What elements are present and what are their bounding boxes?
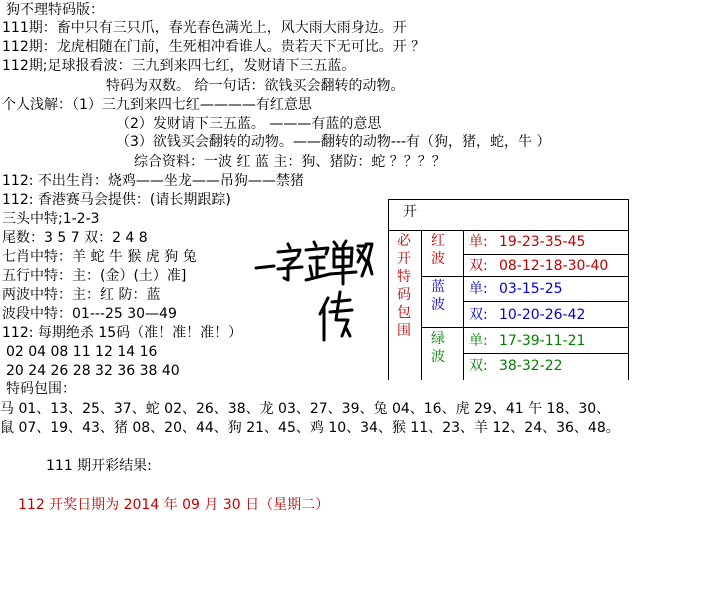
draw-date: 112 开奖日期为 2014 年 09 月 30 日（星期二） (18, 497, 330, 513)
two-waves: 两波中特：主：红 防：蓝 (2, 287, 161, 303)
kill-numbers-2: 20 24 26 28 32 36 38 40 (6, 363, 180, 379)
row-numbers: 19-23-35-45 (499, 234, 586, 250)
row-tag: 双: (469, 307, 488, 323)
riddle-112: 112期：龙虎相随在门前，生死相冲看谁人。贵若天下无可比。开 ？ (2, 39, 426, 55)
seven-zodiac: 七肖中特：羊 蛇 牛 猴 虎 狗 兔 (2, 249, 197, 265)
kill-numbers-1: 02 04 08 11 12 14 16 (6, 344, 158, 360)
surround-line-1: 马 01、13、25、37、蛇 02、26、38、龙 03、27、39、兔 04、16、虎 29、41 午 18、30、 (0, 401, 611, 417)
box-divider (463, 353, 628, 354)
head-numbers: 三头中特;1-2-3 (2, 211, 100, 227)
box-divider (389, 230, 628, 231)
result-111: 111 期开彩结果: (46, 458, 152, 474)
excluded-zodiac: 112: 不出生肖：烧鸡——坐龙——吊狗——禁猪 (2, 173, 304, 189)
title-line: 狗不理特码版： (6, 2, 104, 18)
row-tag: 双: (469, 258, 488, 274)
box-divider (421, 230, 422, 380)
side-label: 必开特码包围 (397, 233, 411, 339)
box-divider (463, 254, 628, 255)
row-tag: 单: (469, 281, 488, 297)
green-wave-label: 绿波 (431, 331, 445, 365)
row-tag: 单: (469, 333, 488, 349)
box-divider (421, 327, 628, 328)
five-elements: 五行中特：主：(金）(土）准] (2, 268, 187, 284)
row-tag: 单: (469, 234, 488, 250)
prediction-box (388, 199, 629, 380)
personal-note-1: 个人浅解：（1）三九到来四七红————有红意思 (2, 97, 312, 113)
red-wave-label: 红波 (431, 233, 445, 267)
surround-line-2: 鼠 07、19、43、猪 08、20、44、狗 21、45、鸡 10、34、猴 11、23、羊 12、24、36、48。 (0, 420, 620, 436)
row-numbers: 38-32-22 (499, 358, 563, 374)
tail-numbers: 尾数：3 5 7 双：2 4 8 (2, 230, 148, 246)
special-surround-title: 特码包围： (6, 381, 76, 397)
row-numbers: 08-12-18-30-40 (499, 258, 609, 274)
handwritten-note (254, 236, 374, 346)
row-numbers: 03-15-25 (499, 281, 563, 297)
jockey-club-line: 112: 香港赛马会提供：(请长期跟踪) (2, 192, 231, 208)
box-divider (421, 276, 628, 277)
kill-15-title: 112: 每期绝杀 15码（准！准！准！） (2, 325, 243, 341)
special-hint: 特码为双数。 给一句话：欲钱买会翻转的动物。 (106, 78, 405, 94)
football-hint: 112期;足球报看波：三九到来四七红，发财请下三五蓝。 (2, 58, 356, 74)
box-header: 开 (403, 204, 417, 220)
personal-note-3: （3）欲钱买会翻转的动物。——翻转的动物---有（狗，猪，蛇，牛 ） (116, 134, 551, 150)
wave-range: 波段中特：01---25 30—49 (2, 306, 177, 322)
row-numbers: 17-39-11-21 (499, 333, 586, 349)
row-tag: 双: (469, 358, 488, 374)
personal-note-2: （2）发财请下三五蓝。 ———有蓝的意思 (116, 116, 382, 132)
riddle-111: 111期：畜中只有三只爪，春光春色满光上，风大雨大雨身边。开 (2, 20, 407, 36)
row-numbers: 10-20-26-42 (499, 307, 586, 323)
blue-wave-label: 蓝波 (431, 279, 445, 313)
box-divider (463, 301, 628, 302)
summary-line: 综合资料：一波 红 蓝 主：狗、猪防：蛇 ？？？？ (134, 154, 446, 170)
box-divider (463, 230, 464, 380)
